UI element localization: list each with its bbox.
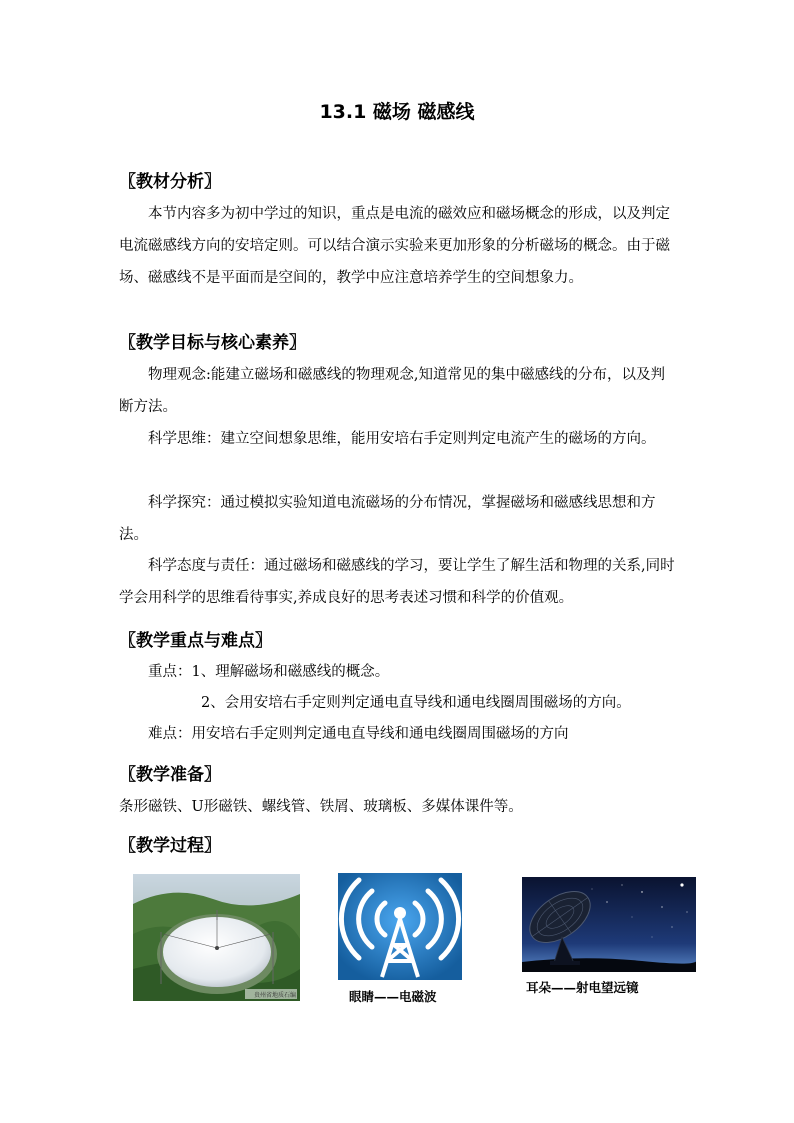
section-heading-prep: 〖教学准备〗 bbox=[119, 765, 221, 785]
analysis-paragraph: 本节内容多为初中学过的知识，重点是电流的磁效应和磁场概念的形成，以及判定电流磁感线方向的安培定则。可以结合演示实验来更加形象的分析磁场的概念。由于磁场、磁感线不是平面而是空间的，教学中应注意培养学生的空间想象力。 bbox=[119, 206, 670, 286]
telescope-caption: 耳朵——射电望远镜 bbox=[526, 980, 639, 995]
image-watermark: 贵州省地质石编 bbox=[253, 992, 296, 999]
objective-thinking: 科学思维：建立空间想象思维，能用安培右手定则判定电流产生的磁场的方向。 bbox=[148, 431, 656, 447]
section-heading-keypoints: 〖教学重点与难点〗 bbox=[119, 631, 272, 651]
key-point-1: 重点：1、理解磁场和磁感线的概念。 bbox=[148, 664, 390, 680]
section-heading-objectives: 〖教学目标与核心素养〗 bbox=[119, 333, 306, 353]
objective-physics: 物理观念:能建立磁场和磁感线的物理观念,知道常见的集中磁感线的分布，以及判断方法。 bbox=[119, 367, 665, 415]
section-heading-process: 〖教学过程〗 bbox=[119, 836, 221, 856]
page-title: 13.1 磁场 磁感线 bbox=[319, 101, 475, 123]
prep-text: 条形磁铁、U形磁铁、螺线管、铁屑、玻璃板、多媒体课件等。 bbox=[119, 799, 523, 815]
difficulty-point: 难点：用安培右手定则判定通电直导线和通电线圈周围磁场的方向 bbox=[148, 726, 569, 742]
key-point-2: 2、会用安培右手定则判定通电直导线和通电线圈周围磁场的方向。 bbox=[201, 695, 631, 711]
objective-inquiry: 科学探究：通过模拟实验知道电流磁场的分布情况，掌握磁场和磁感线思想和方法。 bbox=[119, 495, 656, 543]
tower-caption: 眼睛——电磁波 bbox=[349, 989, 437, 1004]
fast-telescope-image bbox=[133, 874, 300, 1001]
objective-attitude: 科学态度与责任：通过磁场和磁感线的学习，要让学生了解生活和物理的关系,同时学会用科学的思维看待事实,养成良好的思考表述习惯和科学的价值观。 bbox=[119, 558, 675, 606]
radio-telescope-image bbox=[522, 877, 696, 972]
section-heading-analysis: 〖教材分析〗 bbox=[119, 172, 221, 192]
signal-tower-image bbox=[338, 873, 462, 980]
